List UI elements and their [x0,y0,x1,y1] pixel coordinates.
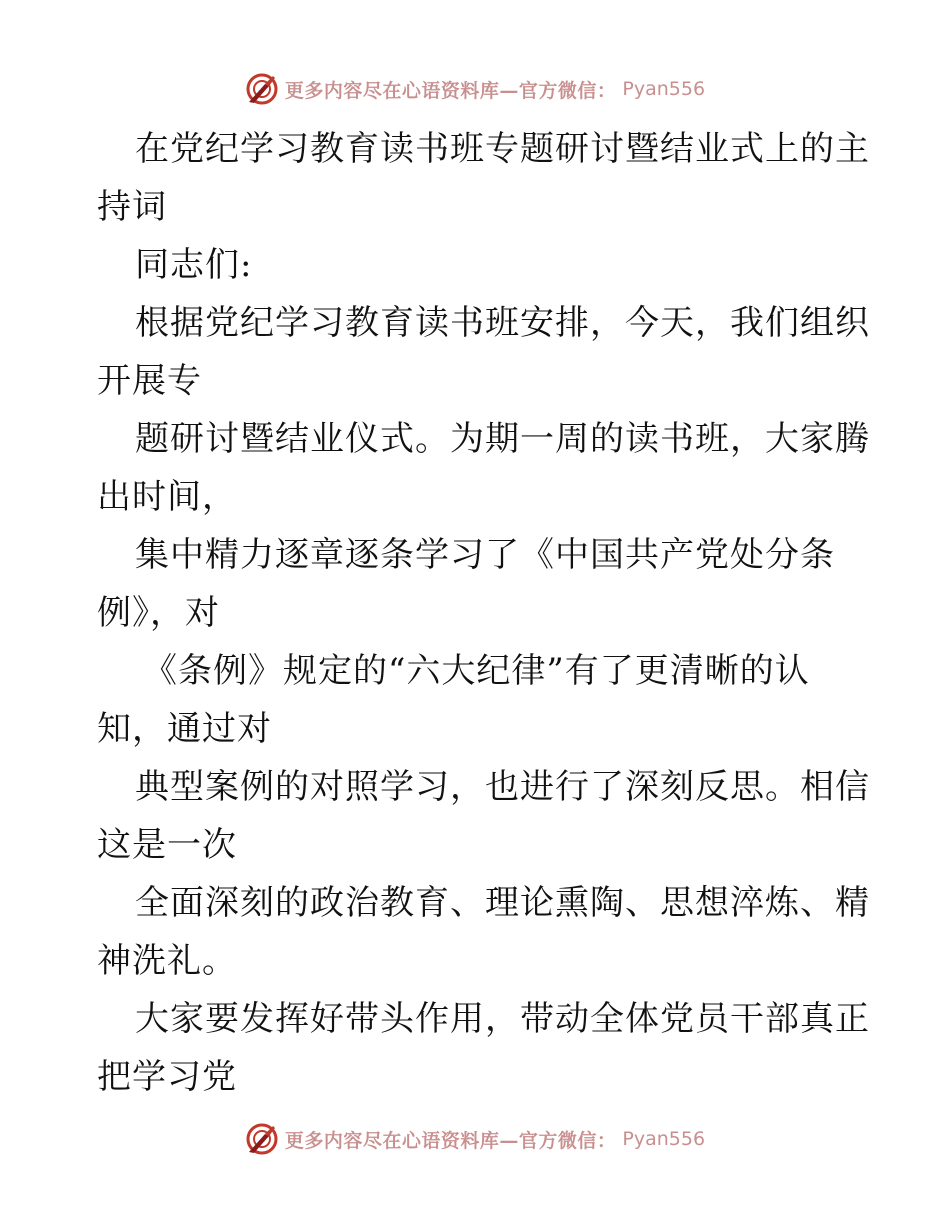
footer-banner-text: 更多内容尽在心语资料库—官方微信： [284,1129,617,1152]
title-line: 持词 [97,187,167,227]
salutation: 同志们: [135,245,253,285]
text-line: 这是一次 [97,825,237,865]
text-line: 开展专 [97,361,202,401]
header-contact-id: Pyan556 [622,78,706,100]
header-banner-text: 更多内容尽在心语资料库—官方微信： [284,79,617,102]
text-line: 知，通过对 [97,709,272,749]
text-line: 大家要发挥好带头作用，带动全体党员干部真正 [135,999,870,1039]
text-line: 出时间， [97,477,237,517]
footer-contact-id: Pyan556 [622,1128,706,1150]
text-line: 把学习党 [97,1057,237,1097]
text-line: 《条例》规定的“六大纪律”有了更清晰的认 [143,651,810,691]
text-line: 根据党纪学习教育读书班安排，今天，我们组织 [135,303,870,343]
text-line: 题研讨暨结业仪式。为期一周的读书班，大家腾 [135,419,870,459]
text-line: 神洗礼。 [97,941,237,981]
text-line: 例》，对 [97,593,220,633]
text-line: 全面深刻的政治教育、理论熏陶、思想淬炼、精 [135,883,870,923]
text-line: 集中精力逐章逐条学习了《中国共产党处分条 [135,535,835,575]
title-line: 在党纪学习教育读书班专题研讨暨结业式上的主 [135,129,870,169]
text-line: 典型案例的对照学习，也进行了深刻反思。相信 [135,767,870,807]
body-text [97,120,870,1106]
pen-logo-icon [245,72,279,106]
header-banner [0,72,950,106]
pen-logo-icon [245,1122,279,1156]
footer-banner [0,1122,950,1156]
